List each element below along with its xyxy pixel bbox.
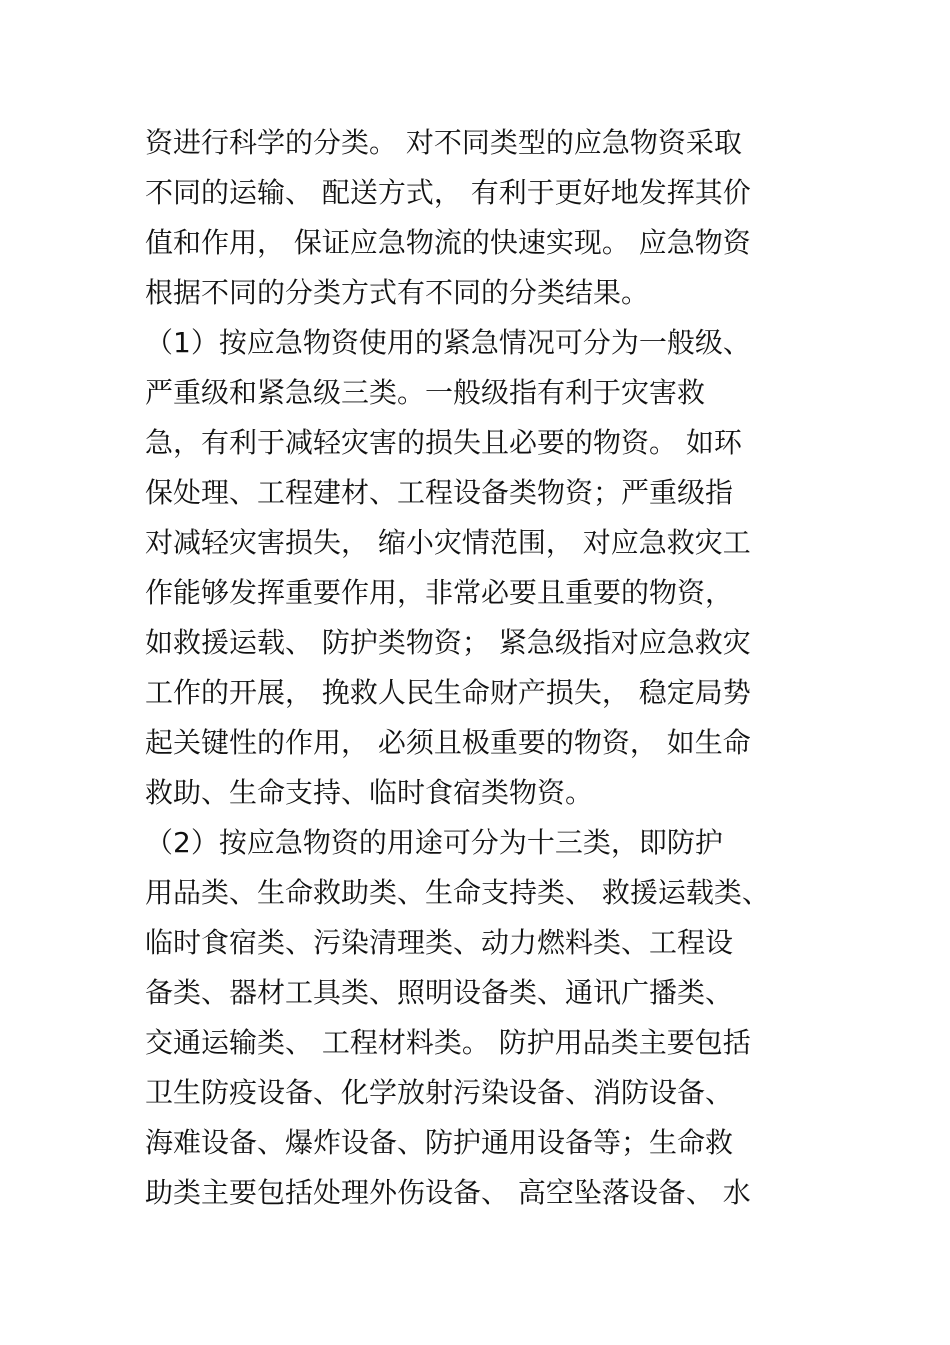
text-line: （2）按应急物资的用途可分为十三类，即防护 (145, 826, 723, 859)
text-line: 保处理、工程建材、工程设备类物资；严重级指 (145, 476, 734, 509)
text-line: 根据不同的分类方式有不同的分类结果。 (145, 276, 650, 309)
text-line: 交通运输类、 工程材料类。 防护用品类主要包括 (145, 1026, 751, 1059)
text-line: 用品类、生命救助类、生命支持类、 救援运载类、 (145, 876, 770, 909)
text-line: 值和作用， 保证应急物流的快速实现。 应急物资 (145, 226, 751, 259)
text-line: 救助、生命支持、临时食宿类物资。 (145, 776, 594, 809)
text-line: 工作的开展， 挽救人民生命财产损失， 稳定局势 (145, 676, 751, 709)
text-line: 对减轻灾害损失， 缩小灾情范围， 对应急救灾工 (145, 526, 751, 559)
text-line: 海难设备、爆炸设备、防护通用设备等；生命救 (145, 1126, 734, 1159)
text-line: 严重级和紧急级三类。一般级指有利于灾害救 (145, 376, 706, 409)
text-line: 不同的运输、 配送方式， 有利于更好地发挥其价 (145, 176, 751, 209)
text-line: 如救援运载、 防护类物资； 紧急级指对应急救灾 (145, 626, 751, 659)
text-line: 卫生防疫设备、化学放射污染设备、消防设备、 (145, 1076, 734, 1109)
text-line: 急，有利于减轻灾害的损失且必要的物资。 如环 (145, 426, 742, 459)
text-line: 备类、器材工具类、照明设备类、通讯广播类、 (145, 976, 734, 1009)
text-line: 资进行科学的分类。 对不同类型的应急物资采取 (145, 126, 742, 159)
text-line: （1）按应急物资使用的紧急情况可分为一般级、 (145, 326, 751, 359)
text-line: 临时食宿类、污染清理类、动力燃料类、工程设 (145, 926, 734, 959)
text-line: 助类主要包括处理外伤设备、 高空坠落设备、 水 (145, 1176, 751, 1209)
text-line: 起关键性的作用， 必须且极重要的物资， 如生命 (145, 726, 751, 759)
text-line: 作能够发挥重要作用，非常必要且重要的物资， (145, 576, 734, 609)
